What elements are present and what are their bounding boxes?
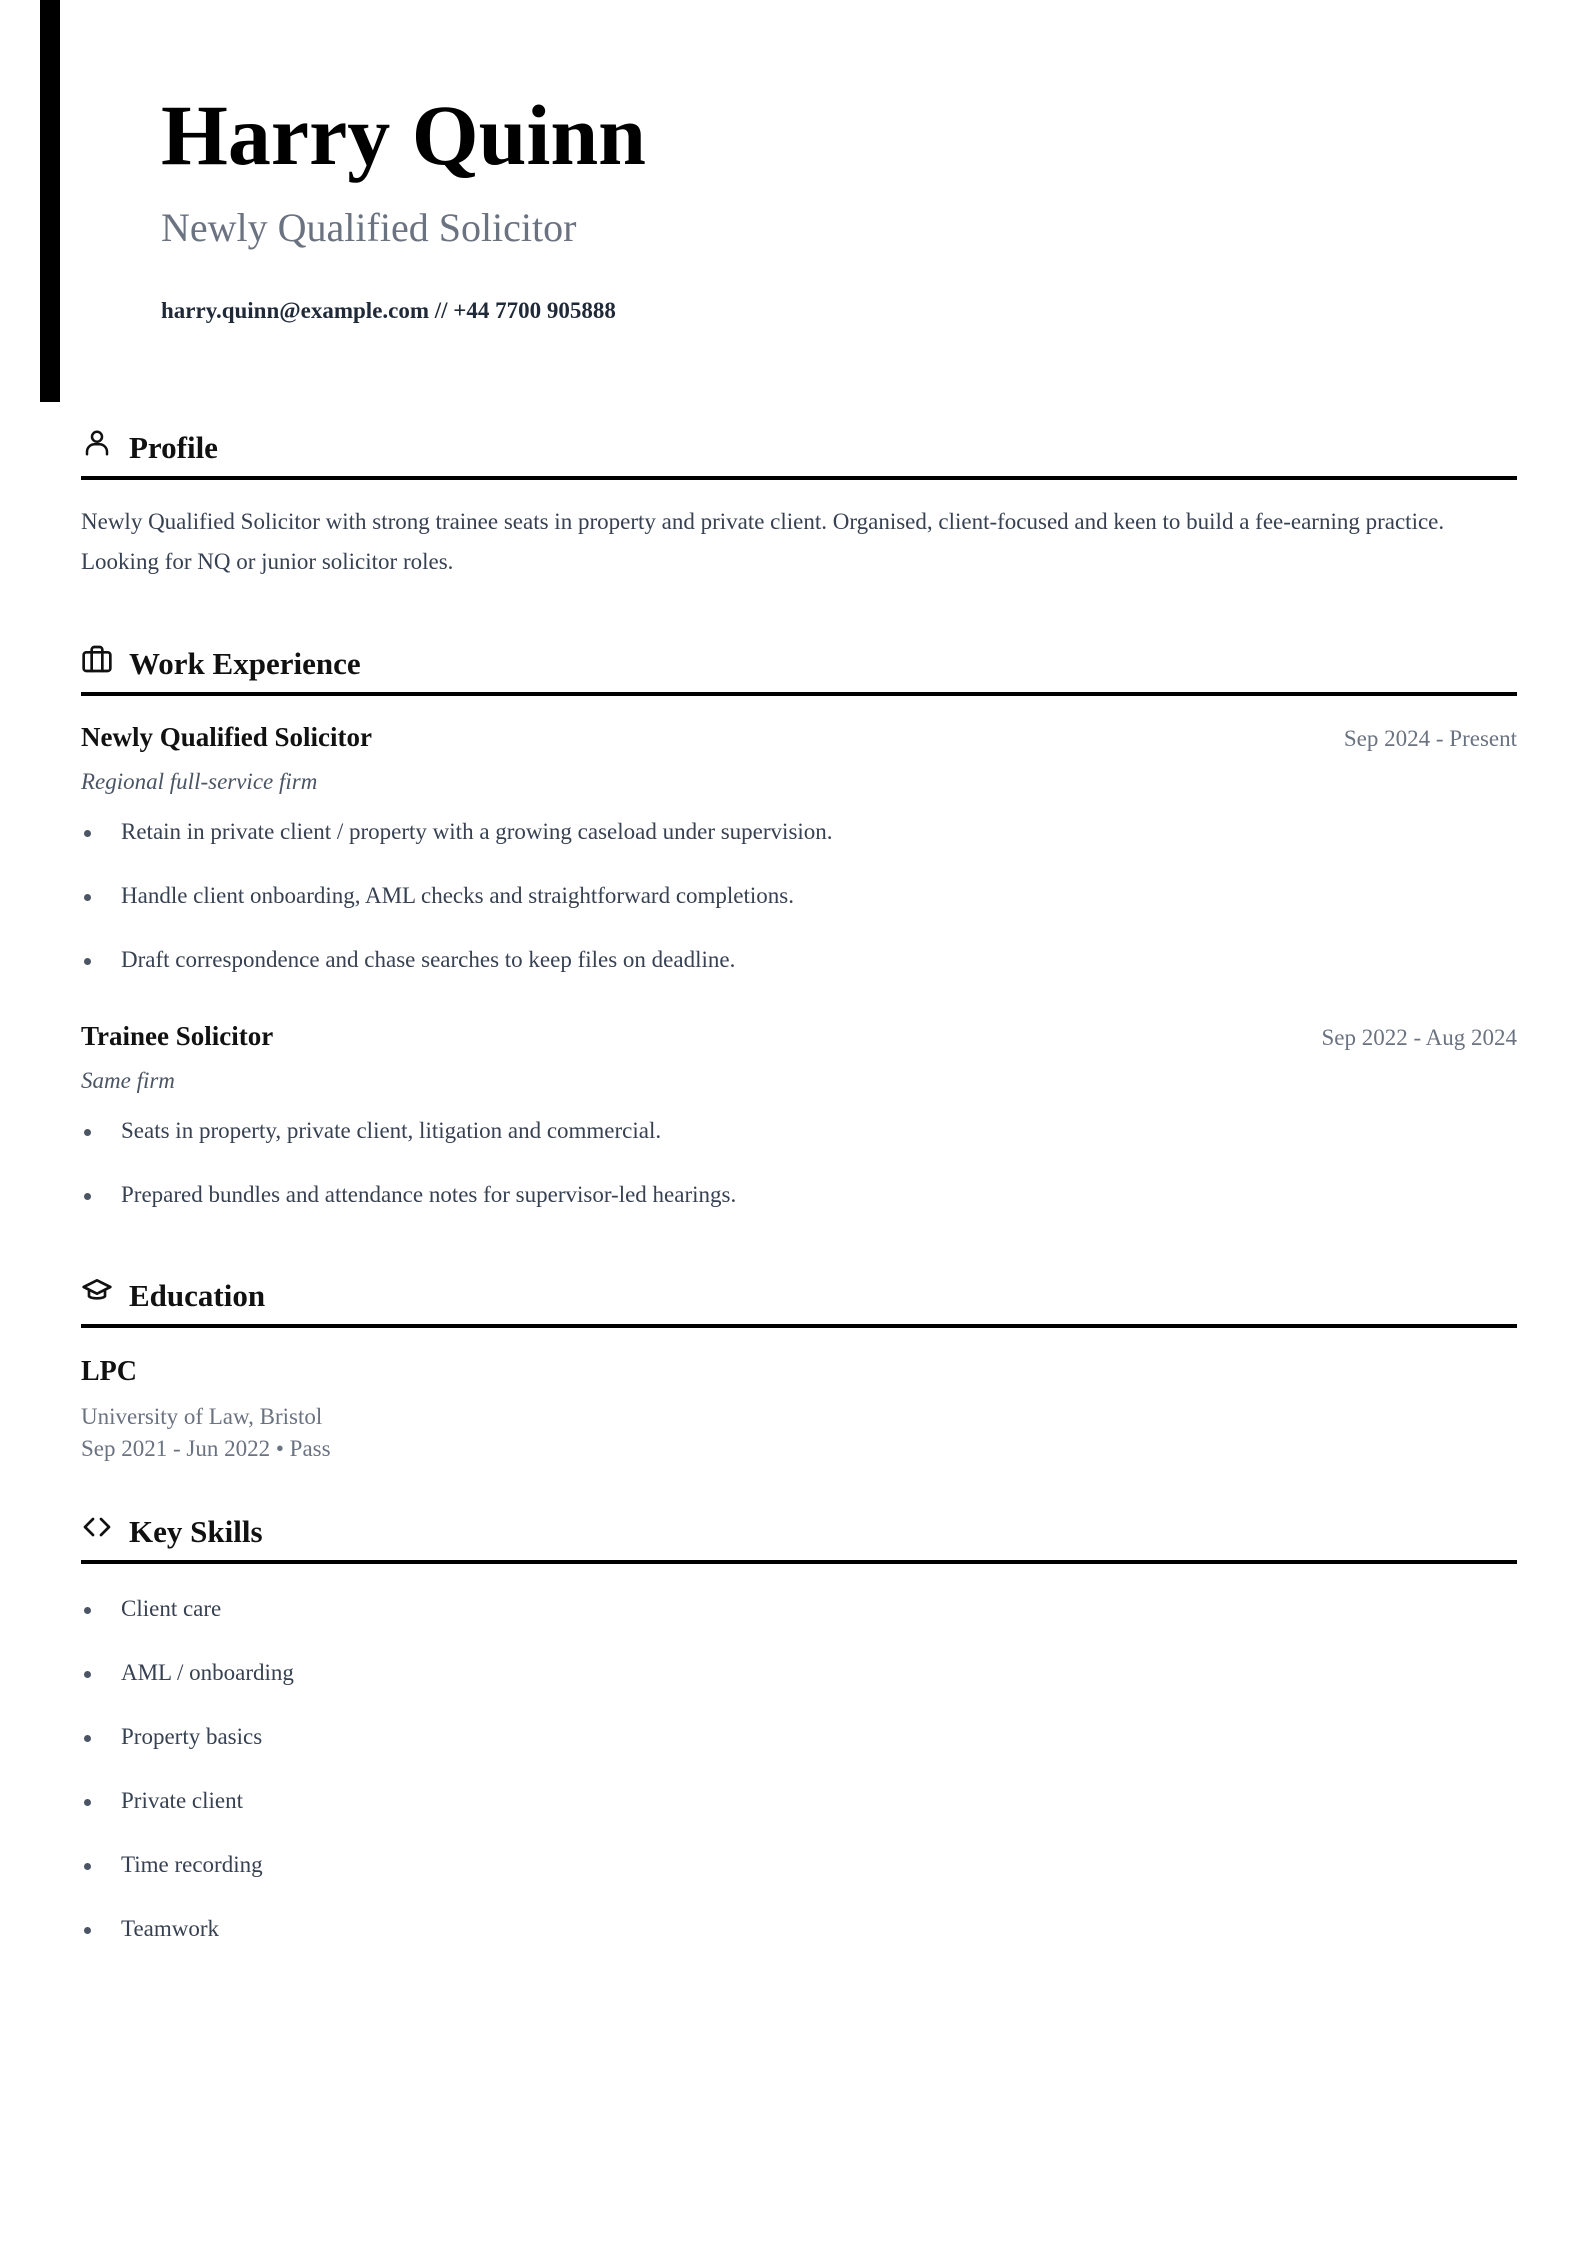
job-title: Newly Qualified Solicitor bbox=[81, 722, 372, 752]
job-title: Trainee Solicitor bbox=[81, 1021, 274, 1051]
skills-section bbox=[81, 1504, 1517, 1978]
list-item: Seats in property, private client, litigation and commercial. bbox=[81, 1116, 1517, 1180]
accent-bar bbox=[40, 0, 60, 402]
skills-list bbox=[81, 1594, 1517, 1978]
education-degree: LPC bbox=[81, 1356, 137, 1387]
resume-header bbox=[161, 87, 647, 323]
list-item: Draft correspondence and chase searches to keep files on deadline. bbox=[81, 945, 1517, 1009]
section-title: Key Skills bbox=[129, 1514, 263, 1549]
list-item: Teamwork bbox=[81, 1914, 1517, 1978]
list-item: Handle client onboarding, AML checks and straightforward completions. bbox=[81, 881, 1517, 945]
user-icon bbox=[81, 427, 113, 459]
resume-body bbox=[81, 420, 1517, 1978]
education-section bbox=[81, 1268, 1517, 1462]
profile-section bbox=[81, 420, 1517, 582]
education-dates: Sep 2021 - Jun 2022 • Pass bbox=[81, 1436, 331, 1461]
section-header bbox=[81, 636, 1517, 696]
section-title: Education bbox=[129, 1278, 266, 1313]
job-dates: Sep 2024 - Present bbox=[1343, 726, 1517, 751]
education-school: University of Law, Bristol bbox=[81, 1404, 323, 1429]
list-item: Prepared bundles and attendance notes for supervisor-led hearings. bbox=[81, 1180, 1517, 1244]
candidate-name: Harry Quinn bbox=[161, 87, 647, 183]
list-item: Private client bbox=[81, 1786, 1517, 1850]
job-entry bbox=[81, 722, 1517, 1009]
list-item: AML / onboarding bbox=[81, 1658, 1517, 1722]
profile-summary: Newly Qualified Solicitor with strong trainee seats in property and private client. Organised, client-focused and keen to build a fee-earning practice. Looking for NQ or junior solicitor roles. bbox=[81, 509, 1445, 574]
job-company: Same firm bbox=[81, 1068, 175, 1093]
code-icon bbox=[81, 1511, 113, 1543]
contact-line: harry.quinn@example.com // +44 7700 905888 bbox=[161, 298, 616, 323]
section-header bbox=[81, 420, 1517, 480]
briefcase-icon bbox=[81, 643, 113, 675]
job-bullets bbox=[81, 817, 1517, 1009]
section-title: Profile bbox=[129, 430, 218, 465]
job-company: Regional full-service firm bbox=[81, 769, 318, 794]
candidate-title: Newly Qualified Solicitor bbox=[161, 205, 577, 250]
list-item: Time recording bbox=[81, 1850, 1517, 1914]
list-item: Client care bbox=[81, 1594, 1517, 1658]
job-bullets bbox=[81, 1116, 1517, 1244]
job-dates: Sep 2022 - Aug 2024 bbox=[1321, 1025, 1517, 1050]
list-item: Retain in private client / property with a growing caseload under supervision. bbox=[81, 817, 1517, 881]
job-entry bbox=[81, 1021, 1517, 1244]
work-section bbox=[81, 636, 1517, 1244]
list-item: Property basics bbox=[81, 1722, 1517, 1786]
section-title: Work Experience bbox=[129, 646, 361, 681]
section-header bbox=[81, 1268, 1517, 1328]
section-header bbox=[81, 1504, 1517, 1564]
graduation-cap-icon bbox=[81, 1275, 113, 1307]
